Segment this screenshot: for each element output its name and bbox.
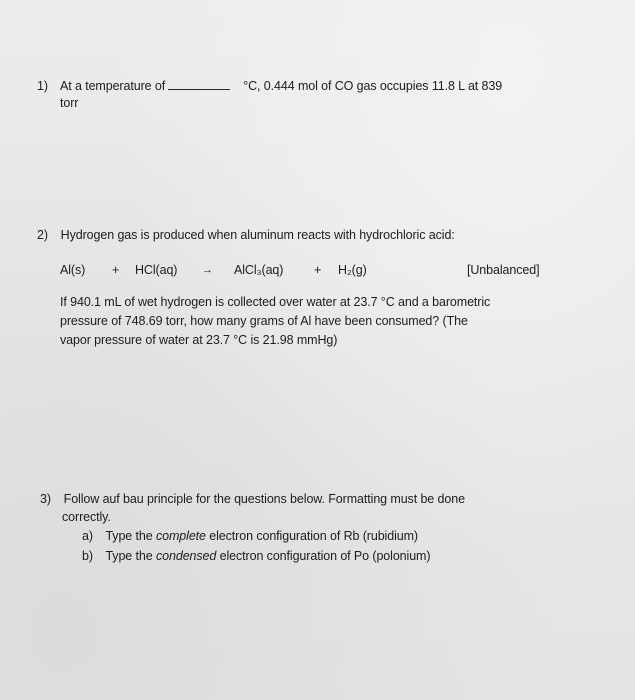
part-b-before: Type the	[105, 549, 153, 563]
q2-body-text-3: vapor pressure of water at 23.7 °C is 21.98 mmHg)	[60, 333, 338, 347]
reactant-aluminum: Al(s)	[60, 263, 86, 277]
reaction-arrow: →	[202, 264, 213, 276]
q3-part-b	[82, 548, 430, 564]
q3-part-a	[82, 528, 418, 544]
q3-line-1	[40, 491, 465, 507]
q1-line-2	[60, 95, 78, 111]
plus-sign-1: +	[112, 263, 120, 277]
part-a-after: electron configuration of Rb (rubidium)	[209, 529, 418, 543]
q2-body-line-2	[60, 313, 468, 329]
q3-text-2: correctly.	[62, 510, 111, 524]
plus-sign-2: +	[314, 263, 322, 277]
q2-body-text-1: If 940.1 mL of wet hydrogen is collected over water at 23.7 °C and a barometric	[60, 295, 491, 309]
q2-intro: Hydrogen gas is produced when aluminum reacts with hydrochloric acid:	[60, 228, 455, 242]
q2-body-line-1	[60, 294, 490, 310]
q3-text-1: Follow auf bau principle for the questions below. Formatting must be done	[63, 492, 465, 506]
part-b-after: electron configuration of Po (polonium)	[219, 549, 431, 563]
q1-text-line-2: torr	[60, 96, 79, 110]
q1-line-1	[37, 77, 502, 94]
product-alcl3: AlCl₃(aq)	[234, 263, 284, 277]
part-a-emphasis: complete	[155, 529, 206, 543]
part-b-label: b)	[82, 549, 93, 563]
q2-body-line-3	[60, 332, 337, 348]
q1-text-after-blank: °C, 0.444 mol of CO gas occupies 11.8 L at 839	[243, 79, 503, 93]
part-a-before: Type the	[105, 529, 153, 543]
part-b-emphasis: condensed	[155, 549, 217, 563]
q2-number: 2)	[37, 228, 48, 242]
q1-number: 1)	[37, 79, 48, 93]
unbalanced-note: [Unbalanced]	[467, 263, 540, 277]
q3-number: 3)	[40, 492, 51, 506]
q3-line-2	[62, 509, 111, 525]
q2-body-text-2: pressure of 748.69 torr, how many grams of Al have been consumed? (The	[60, 314, 468, 328]
temperature-blank	[168, 77, 230, 90]
q2-intro-line	[37, 227, 455, 243]
part-a-label: a)	[82, 529, 93, 543]
reactant-hcl: HCl(aq)	[135, 263, 178, 277]
product-h2: H₂(g)	[338, 263, 367, 277]
q1-text-before-blank: At a temperature of	[59, 79, 166, 93]
